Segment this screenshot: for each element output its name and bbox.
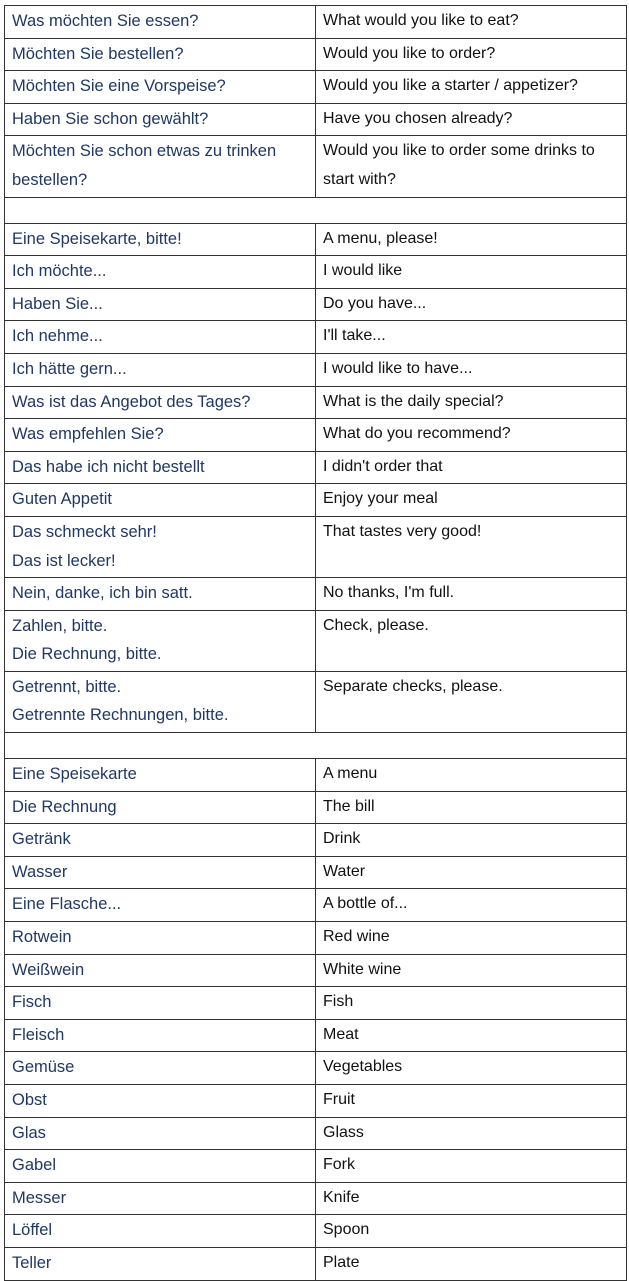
table-row (5, 1247, 627, 1280)
phrase-table (4, 5, 627, 1281)
german-phrase: Löffel (5, 1215, 316, 1248)
table-row (5, 38, 627, 71)
german-phrase: Teller (5, 1247, 316, 1280)
german-phrase: Getränk (5, 824, 316, 857)
english-translation: I'll take... (316, 321, 627, 354)
english-translation: Enjoy your meal (316, 484, 627, 517)
english-translation: I would like to have... (316, 353, 627, 386)
table-row (5, 419, 627, 452)
english-translation: Do you have... (316, 288, 627, 321)
german-phrase: Die Rechnung (5, 791, 316, 824)
phrase-table-body (5, 6, 627, 1281)
english-translation: Check, please. (316, 610, 627, 671)
table-row (5, 288, 627, 321)
german-phrase: Das schmeckt sehr! Das ist lecker! (5, 516, 316, 577)
english-translation: A menu (316, 759, 627, 792)
table-row (5, 1085, 627, 1118)
table-row (5, 1019, 627, 1052)
german-phrase: Guten Appetit (5, 484, 316, 517)
english-translation: Red wine (316, 922, 627, 955)
english-translation: That tastes very good! (316, 516, 627, 577)
table-row (5, 889, 627, 922)
english-translation: Spoon (316, 1215, 627, 1248)
german-phrase: Möchten Sie eine Vorspeise? (5, 71, 316, 104)
table-row (5, 856, 627, 889)
german-phrase: Ich hätte gern... (5, 353, 316, 386)
english-translation: Glass (316, 1117, 627, 1150)
english-translation: Would you like to order some drinks to start with? (316, 136, 627, 197)
table-row (5, 759, 627, 792)
german-phrase: Getrennt, bitte. Getrennte Rechnungen, bitte. (5, 671, 316, 732)
table-row (5, 610, 627, 671)
table-row (5, 1117, 627, 1150)
table-row (5, 223, 627, 256)
english-translation: White wine (316, 954, 627, 987)
table-row (5, 1215, 627, 1248)
german-phrase: Obst (5, 1085, 316, 1118)
german-phrase: Rotwein (5, 922, 316, 955)
german-phrase: Gabel (5, 1150, 316, 1183)
english-translation: Meat (316, 1019, 627, 1052)
german-phrase: Was empfehlen Sie? (5, 419, 316, 452)
table-row (5, 71, 627, 104)
german-phrase: Eine Speisekarte, bitte! (5, 223, 316, 256)
english-translation: A bottle of... (316, 889, 627, 922)
table-row (5, 954, 627, 987)
table-row (5, 484, 627, 517)
english-translation: A menu, please! (316, 223, 627, 256)
german-phrase: Das habe ich nicht bestellt (5, 451, 316, 484)
english-translation: Fish (316, 987, 627, 1020)
english-translation: Fruit (316, 1085, 627, 1118)
english-translation: Plate (316, 1247, 627, 1280)
english-translation: Water (316, 856, 627, 889)
table-row (5, 6, 627, 39)
section-spacer-cell (5, 197, 627, 223)
german-phrase: Eine Flasche... (5, 889, 316, 922)
english-translation: I would like (316, 256, 627, 289)
german-phrase: Zahlen, bitte. Die Rechnung, bitte. (5, 610, 316, 671)
german-phrase: Wasser (5, 856, 316, 889)
german-phrase: Nein, danke, ich bin satt. (5, 578, 316, 611)
english-translation: Drink (316, 824, 627, 857)
table-row (5, 791, 627, 824)
table-row (5, 1052, 627, 1085)
german-phrase: Möchten Sie schon etwas zu trinken bestellen? (5, 136, 316, 197)
german-phrase: Was möchten Sie essen? (5, 6, 316, 39)
german-phrase: Gemüse (5, 1052, 316, 1085)
table-row (5, 1182, 627, 1215)
english-translation: Knife (316, 1182, 627, 1215)
english-translation: Vegetables (316, 1052, 627, 1085)
table-row (5, 1150, 627, 1183)
english-translation: The bill (316, 791, 627, 824)
english-translation: Separate checks, please. (316, 671, 627, 732)
table-row (5, 922, 627, 955)
section-spacer-row (5, 197, 627, 223)
table-row (5, 136, 627, 197)
section-spacer-row (5, 733, 627, 759)
table-row (5, 516, 627, 577)
german-phrase: Eine Speisekarte (5, 759, 316, 792)
english-translation: What do you recommend? (316, 419, 627, 452)
german-phrase: Fisch (5, 987, 316, 1020)
german-phrase: Was ist das Angebot des Tages? (5, 386, 316, 419)
english-translation: I didn't order that (316, 451, 627, 484)
german-phrase: Fleisch (5, 1019, 316, 1052)
table-row (5, 824, 627, 857)
german-phrase: Haben Sie... (5, 288, 316, 321)
german-phrase: Ich möchte... (5, 256, 316, 289)
english-translation: Have you chosen already? (316, 103, 627, 136)
table-row (5, 321, 627, 354)
english-translation: Would you like a starter / appetizer? (316, 71, 627, 104)
table-row (5, 451, 627, 484)
table-row (5, 671, 627, 732)
german-phrase: Messer (5, 1182, 316, 1215)
german-phrase: Ich nehme... (5, 321, 316, 354)
table-row (5, 987, 627, 1020)
german-phrase: Weißwein (5, 954, 316, 987)
english-translation: Fork (316, 1150, 627, 1183)
english-translation: Would you like to order? (316, 38, 627, 71)
english-translation: What is the daily special? (316, 386, 627, 419)
table-row (5, 578, 627, 611)
table-row (5, 103, 627, 136)
table-row (5, 353, 627, 386)
table-row (5, 256, 627, 289)
german-phrase: Möchten Sie bestellen? (5, 38, 316, 71)
german-phrase: Haben Sie schon gewählt? (5, 103, 316, 136)
english-translation: What would you like to eat? (316, 6, 627, 39)
english-translation: No thanks, I'm full. (316, 578, 627, 611)
section-spacer-cell (5, 733, 627, 759)
german-phrase: Glas (5, 1117, 316, 1150)
table-row (5, 386, 627, 419)
